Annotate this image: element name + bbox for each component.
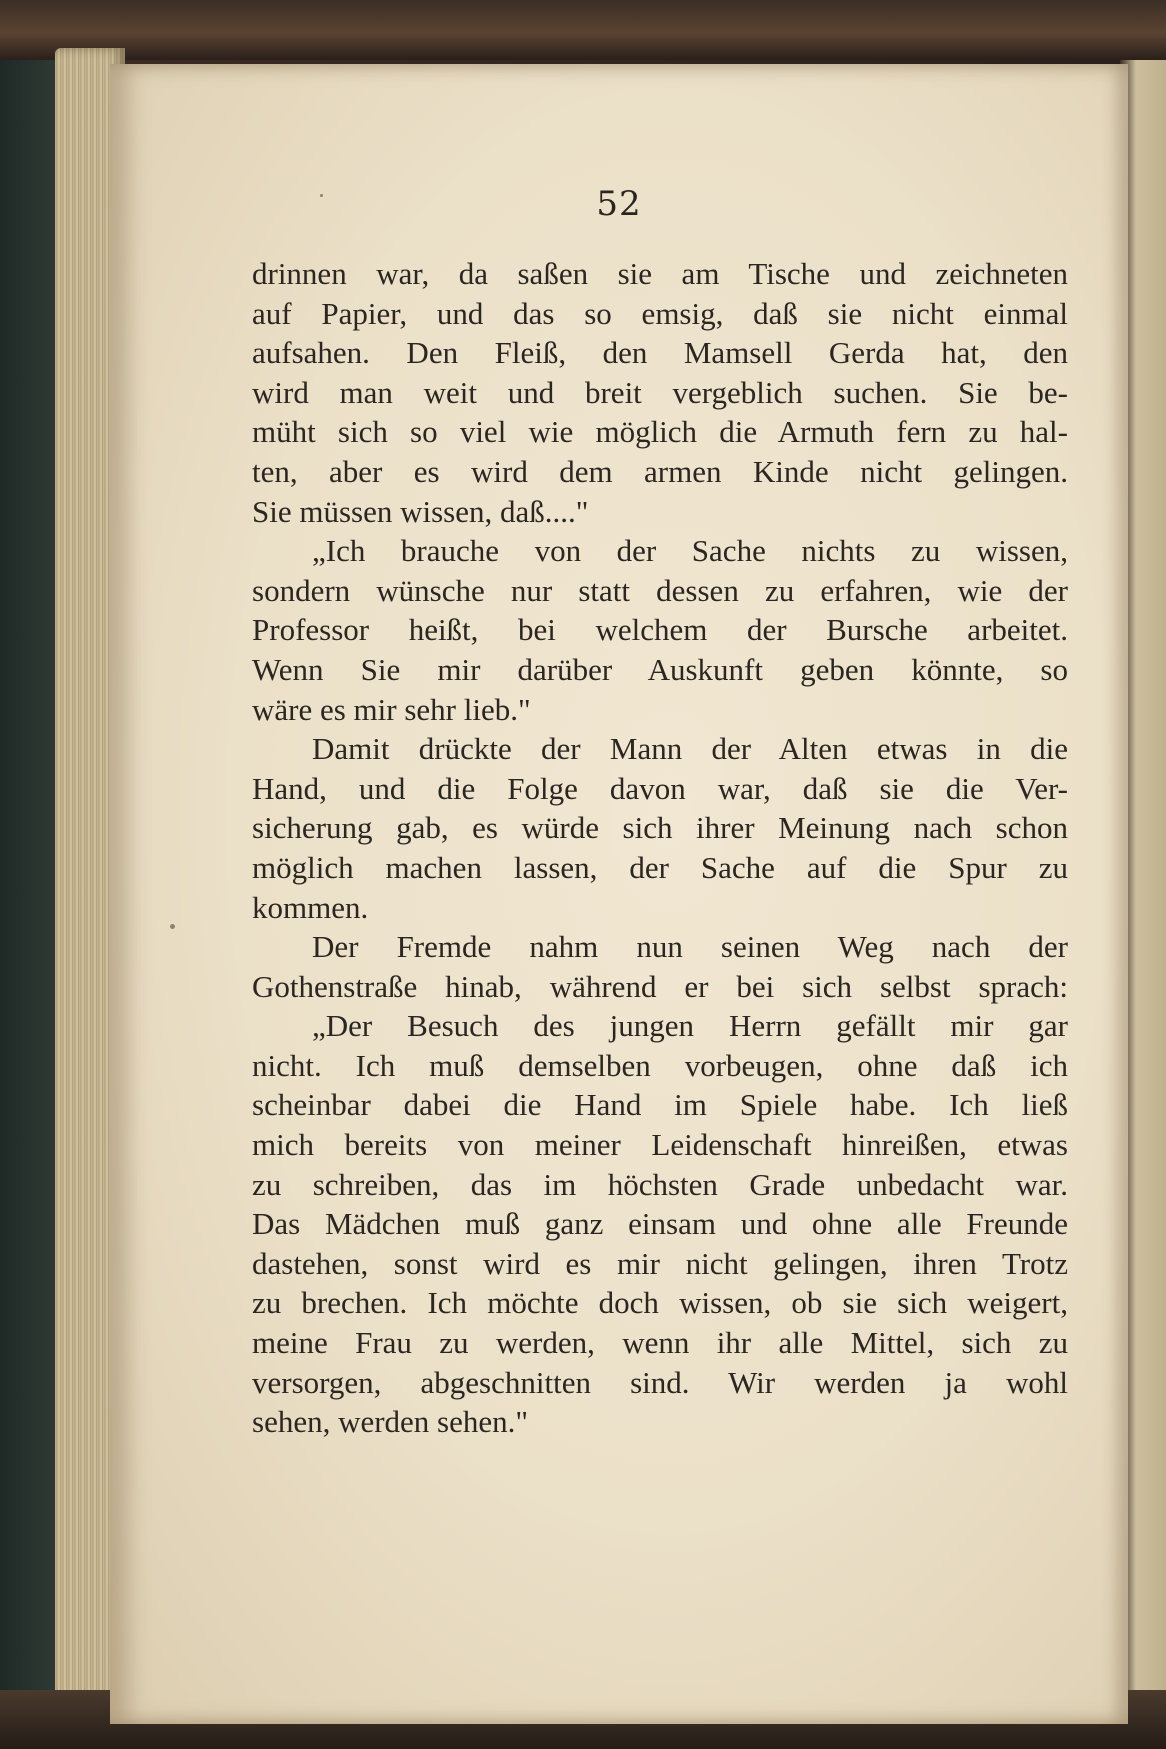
text-line: Hand, und die Folge davon war, daß sie die Ver- (252, 770, 1068, 806)
text-line: „Ich brauche von der Sache nichts zu wissen, (312, 533, 1068, 569)
text-line: Sie müssen wissen, daß...." (252, 493, 589, 529)
text-line: wäre es mir sehr lieb." (252, 691, 531, 727)
text-line: Damit drückte der Mann der Alten etwas in die (312, 731, 1068, 767)
page-number: 52 (596, 184, 642, 224)
body-text (252, 254, 1068, 1442)
ink-speck (170, 924, 175, 929)
text-line: meine Frau zu werden, wenn ihr alle Mittel, sich zu (252, 1325, 1068, 1361)
text-line: Professor heißt, bei welchem der Bursche arbeitet. (252, 612, 1068, 648)
book-cover-edge (0, 0, 1166, 60)
text-line: kommen. (252, 889, 369, 925)
ink-speck (320, 194, 323, 197)
text-line: scheinbar dabei die Hand im Spiele habe. Ich ließ (252, 1087, 1068, 1123)
text-line: Der Fremde nahm nun seinen Weg nach der (312, 929, 1068, 965)
text-line: sicherung gab, es würde sich ihrer Meinung nach schon (252, 810, 1068, 846)
text-line: dastehen, sonst wird es mir nicht gelingen, ihren Trotz (252, 1245, 1068, 1281)
text-line: sehen, werden sehen." (252, 1404, 529, 1440)
text-line: drinnen war, da saßen sie am Tische und zeichneten (252, 256, 1068, 291)
text-line: mich bereits von meiner Leidenschaft hinreißen, etwas (252, 1127, 1068, 1163)
text-line: Wenn Sie mir darüber Auskunft geben könnte, so (252, 651, 1068, 687)
text-line: zu schreiben, das im höchsten Grade unbedacht war. (252, 1166, 1068, 1202)
text-line: nicht. Ich muß demselben vorbeugen, ohne daß ich (252, 1047, 1068, 1083)
book-page (110, 64, 1128, 1724)
text-line: ten, aber es wird dem armen Kinde nicht gelingen. (252, 453, 1068, 489)
text-line: auf Papier, und das so emsig, daß sie nicht einmal (252, 295, 1068, 331)
text-line: wird man weit und breit vergeblich suchen. Sie be- (252, 374, 1068, 410)
text-line: sondern wünsche nur statt dessen zu erfahren, wie der (252, 572, 1068, 608)
text-line: „Der Besuch des jungen Herrn gefällt mir gar (312, 1008, 1068, 1044)
text-line: möglich machen lassen, der Sache auf die Spur zu (252, 849, 1068, 885)
text-line: versorgen, abgeschnitten sind. Wir werden ja wohl (252, 1364, 1068, 1400)
text-line: Gothenstraße hinab, während er bei sich selbst sprach: (252, 968, 1068, 1004)
text-line: zu brechen. Ich möchte doch wissen, ob sie sich weigert, (252, 1285, 1068, 1321)
text-line: Das Mädchen muß ganz einsam und ohne alle Freunde (252, 1206, 1068, 1242)
text-line: aufsahen. Den Fleiß, den Mamsell Gerda hat, den (252, 335, 1068, 371)
text-line: müht sich so viel wie möglich die Armuth fern zu hal- (252, 414, 1068, 450)
